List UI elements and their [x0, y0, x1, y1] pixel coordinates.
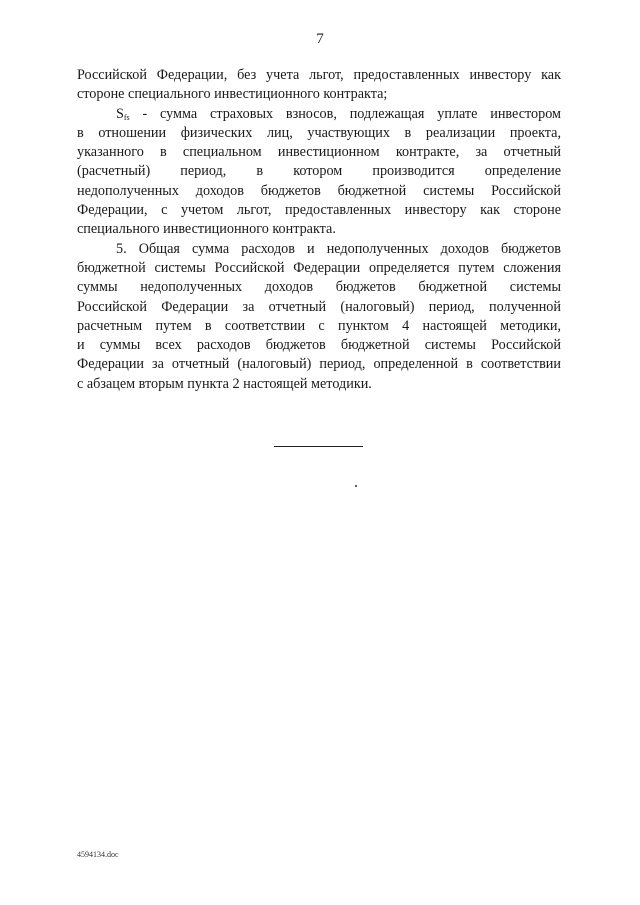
- stray-dot: [355, 485, 357, 487]
- text-line: стороне специального инвестиционного контракта;: [77, 86, 388, 103]
- text-line: 5. Общая сумма расходов и недополученных доходов бюджетов: [116, 240, 561, 257]
- footer-filename: 4594134.doc: [77, 850, 119, 859]
- text-line: в отношении физических лиц, участвующих в реализации проекта,: [77, 124, 561, 141]
- end-divider-line: [274, 446, 363, 447]
- text-line: недополученных доходов бюджетов бюджетной системы Российской: [77, 182, 561, 199]
- text-line: и суммы всех расходов бюджетов бюджетной системы Российской: [77, 337, 561, 354]
- paragraph-continuation: [77, 66, 561, 105]
- document-body: [77, 66, 561, 394]
- text-line: (расчетный) период, в котором производится определение: [77, 163, 561, 180]
- text-fragment: - сумма страховых взносов, подлежащая уплате инвестором: [129, 105, 561, 122]
- text-line: бюджетной системы Российской Федерации определяется путем сложения: [77, 259, 561, 276]
- page-number: 7: [316, 31, 324, 47]
- text-line: Федерации за отчетный (налоговый) период, определенной в соответствии: [77, 356, 561, 373]
- paragraph-sfs-definition: [77, 105, 561, 240]
- text-line: указанного в специальном инвестиционном контракте, за отчетный: [77, 144, 561, 161]
- text-line: специального инвестиционного контракта.: [77, 221, 336, 238]
- text-line: суммы недополученных доходов бюджетов бюджетной системы: [77, 279, 561, 296]
- text-line: [77, 105, 561, 124]
- symbol-s: S: [116, 105, 124, 122]
- paragraph-item-5: [77, 240, 561, 394]
- text-line: Российской Федерации, без учета льгот, предоставленных инвестору как: [77, 67, 561, 83]
- text-line: Российской Федерации за отчетный (налоговый) период, полученной: [77, 298, 561, 315]
- symbol-subscript: fs: [123, 112, 130, 122]
- text-line: с абзацем вторым пункта 2 настоящей методики.: [77, 375, 372, 392]
- text-line: расчетным путем в соответствии с пунктом 4 настоящей методики,: [77, 317, 561, 334]
- text-line: Федерации, с учетом льгот, предоставленных инвестору как стороне: [77, 202, 561, 219]
